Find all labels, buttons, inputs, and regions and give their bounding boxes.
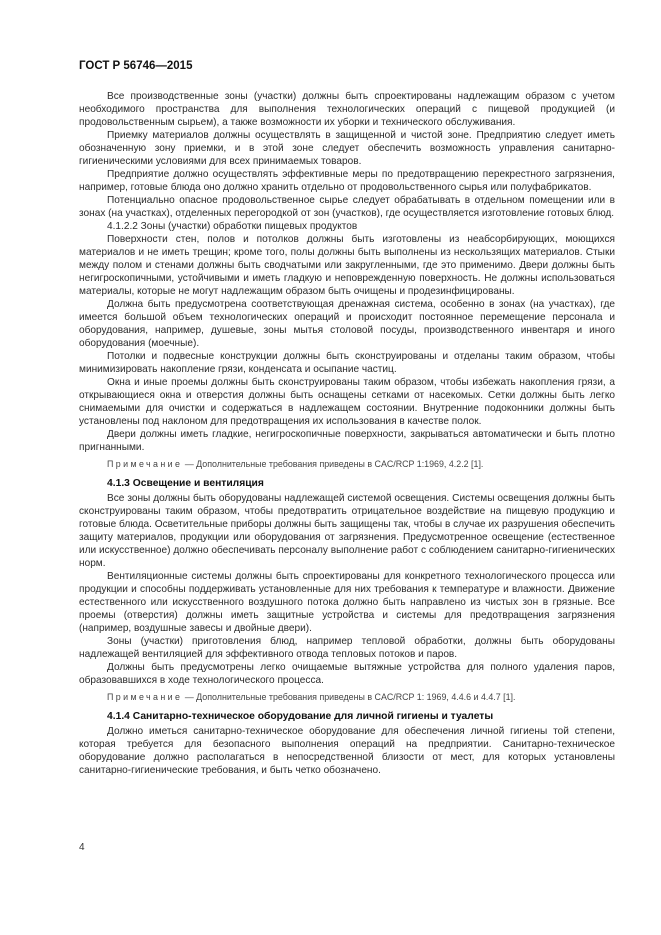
paragraph: Предприятие должно осуществлять эффективные меры по предотвращению перекрестного загрязнения, например, готовые блюда оно должно хранить отдельно от продовольственного сырья или полуфабрикатов. (79, 169, 615, 193)
paragraph: Все зоны должны быть оборудованы надлежащей системой освещения. Системы освещения должны быть сконструированы таким образом, чтобы предотвратить отрицательное воздействие на пищевую продукцию и готовые блюда. Осветительные приборы должны быть защищены так, чтобы в случае их разрушения обеспечить защиту материалов, продукции или оборудования от загрязнения. Предусмотренное освещение (естественное или искусственное) должно обеспечивать персоналу выполнение работ с соблюдением санитарно-гигиенических норм. (79, 493, 615, 569)
note-text: — Дополнительные требования приведены в CAC/RCP 1: 1969, 4.4.6 и 4.4.7 [1]. (182, 692, 516, 702)
paragraph: Поверхности стен, полов и потолков должны быть изготовлены из неабсорбирующих, моющихся материалов и не иметь трещин; кроме того, полы должны быть выполнены из нескользящих материалов. Стыки между полом и стенами должны быть сводчатыми или закругленными, где это применимо. Двери должны быть негигроскопичными, устойчивыми и иметь гладкую и неповрежденную поверхность. Не должны использоваться материалы, которые не могут надлежащим образом быть очищены и продезинфицированы. (79, 234, 615, 297)
note (79, 691, 615, 704)
paragraph: Потенциально опасное продовольственное сырье следует обрабатывать в отдельном помещении или в зонах (на участках), отделенных перегородкой от зон (участков), где осуществляется изготовление готовых блюд. (79, 195, 615, 219)
note-label: Примечание (107, 692, 183, 702)
document-body (79, 90, 615, 777)
section-heading: 4.1.3 Освещение и вентиляция (107, 478, 264, 489)
note (79, 458, 615, 471)
note-label: Примечание (107, 459, 183, 469)
paragraph: Должны быть предусмотрены легко очищаемые вытяжные устройства для полного удаления паров, образовавшихся в ходе технологического процесса. (79, 662, 615, 686)
paragraph: Должна быть предусмотрена соответствующая дренажная система, особенно в зонах (на участках), где имеется большой объем технологических операций и происходит постоянное перемещение персонала и оборудования, например, душевые, зоны мытья столовой посуды, производственного инвентаря и иного оборудования (моечные). (79, 299, 615, 349)
section-heading: 4.1.4 Санитарно-техническое оборудование для личной гигиены и туалеты (107, 711, 494, 722)
paragraph: Все производственные зоны (участки) должны быть спроектированы надлежащим образом с учетом необходимого пространства для выполнения технологических операций с пищевой продукцией (и продовольственным сырьем), а также возможности их уборки и технического обслуживания. (79, 91, 615, 128)
note-text: — Дополнительные требования приведены в CAC/RCP 1:1969, 4.2.2 [1]. (182, 459, 484, 469)
paragraph: Должно иметься санитарно-техническое оборудование для обеспечения личной гигиены той степени, которая требуется для безопасного выполнения операций на предприятии. Санитарно-техническое оборудование должно располагаться в непосредственной близости от мест, для которых установлены санитарно-гигиенические требования, и быть четко обозначено. (79, 726, 615, 776)
paragraph: Вентиляционные системы должны быть спроектированы для конкретного технологического процесса или продукции и способны поддерживать установленные для них требования к температуре и влажности. Движение естественного или искусственного воздушного потока должно быть направлено из чистых зон в грязные. Все проемы (отверстия) должны иметь защитные устройства и системы для предотвращения загрязнения (например, воздушные завесы и двойные двери). (79, 571, 615, 634)
page-number: 4 (79, 842, 85, 853)
paragraph: Двери должны иметь гладкие, негигроскопичные поверхности, закрываться автоматически и быть плотно пригнанными. (79, 429, 615, 453)
subsection-heading: 4.1.2.2 Зоны (участки) обработки пищевых продуктов (107, 221, 358, 232)
paragraph: Потолки и подвесные конструкции должны быть сконструированы и отделаны таким образом, чтобы минимизировать накопление грязи, конденсата и осыпание частиц. (79, 351, 615, 375)
document-header: ГОСТ Р 56746—2015 (79, 60, 193, 72)
paragraph: Приемку материалов должны осуществлять в защищенной и чистой зоне. Предприятию следует иметь обозначенную зону приемки, и в этой зоне следует обеспечить возможность управления санитарно-гигиеническими условиями для всех принимаемых товаров. (79, 130, 615, 167)
paragraph: Зоны (участки) приготовления блюд, например тепловой обработки, должны быть оборудованы надлежащей вентиляцией для эффективного отвода тепловых потоков и паров. (79, 636, 615, 660)
paragraph: Окна и иные проемы должны быть сконструированы таким образом, чтобы избежать накопления грязи, а открывающиеся окна и отверстия должны быть оснащены сетками от насекомых. Сетки должны быть легко снимаемыми для очистки и содержаться в надлежащем состоянии. Внутренние подоконники должны быть установлены под наклоном для предотвращения их использования в качестве полок. (79, 377, 615, 427)
